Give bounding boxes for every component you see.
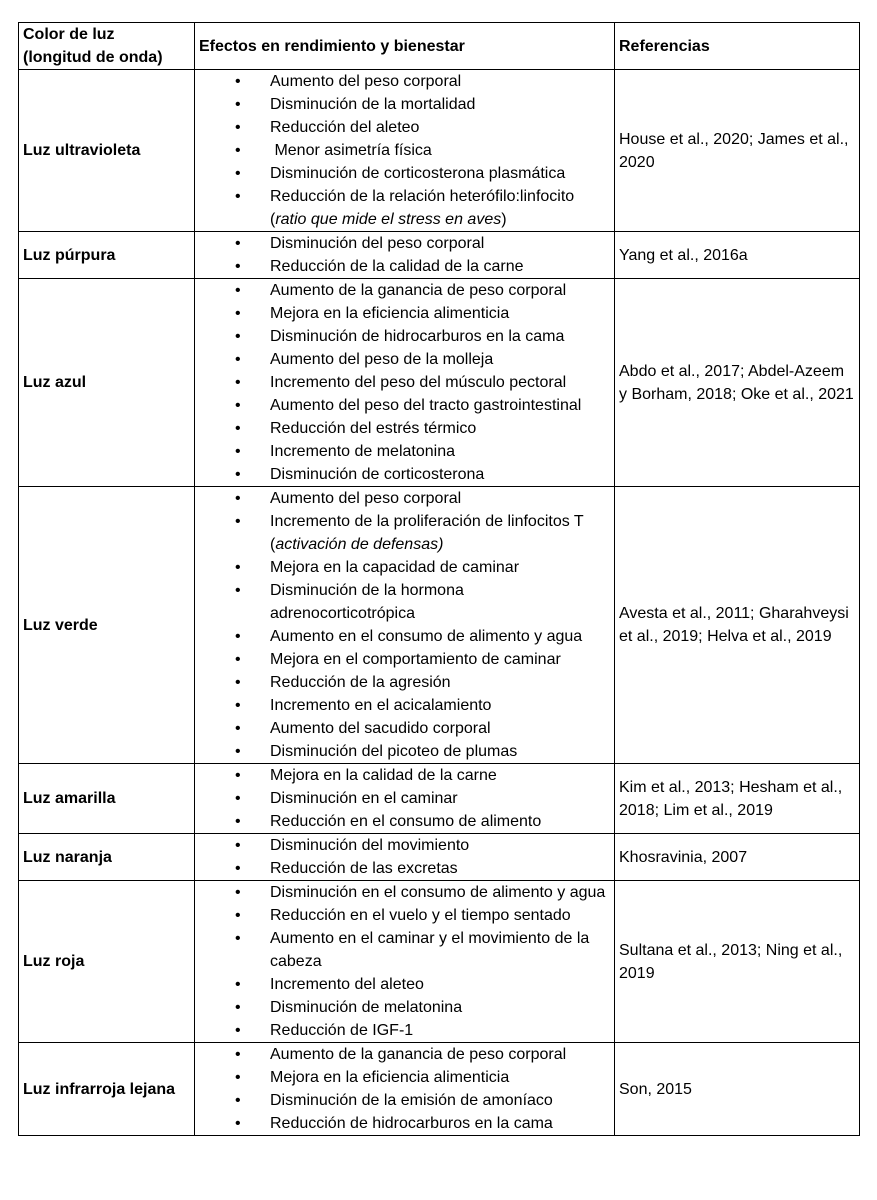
list-item	[199, 348, 610, 371]
list-item	[199, 279, 610, 302]
list-item	[199, 671, 610, 694]
list-item	[199, 764, 610, 787]
bullet-icon: •	[235, 930, 241, 947]
bullet-icon: •	[235, 999, 241, 1016]
list-item	[199, 648, 610, 671]
references-cell: Yang et al., 2016a	[615, 232, 860, 279]
references-cell: Kim et al., 2013; Hesham et al., 2018; Lim et al., 2019	[615, 764, 860, 834]
list-item	[199, 371, 610, 394]
effect-text: Incremento en el acicalamiento	[270, 697, 492, 714]
table-row	[19, 834, 860, 881]
effects-cell	[195, 232, 615, 279]
header-row	[19, 23, 860, 70]
bullet-icon: •	[235, 258, 241, 275]
header-references: Referencias	[615, 23, 860, 70]
list-item	[199, 625, 610, 648]
effect-note-close: )	[501, 211, 507, 228]
light-color-effects-table	[18, 22, 860, 1136]
bullet-icon: •	[235, 790, 241, 807]
table-row	[19, 1043, 860, 1136]
bullet-icon: •	[235, 674, 241, 691]
list-item	[199, 510, 610, 556]
bullet-icon: •	[235, 420, 241, 437]
effect-text: Incremento del aleteo	[270, 976, 424, 993]
effect-note-italic: activación de defensas)	[275, 536, 444, 553]
list-item	[199, 579, 610, 625]
list-item	[199, 139, 610, 162]
bullet-icon: •	[235, 813, 241, 830]
list-item	[199, 185, 610, 231]
bullet-icon: •	[235, 490, 241, 507]
bullet-icon: •	[235, 837, 241, 854]
list-item	[199, 694, 610, 717]
table-row	[19, 70, 860, 232]
light-color-cell: Luz roja	[19, 881, 195, 1043]
list-item	[199, 1112, 610, 1135]
effects-cell	[195, 764, 615, 834]
effect-text: Incremento de la proliferación de linfocitos T	[270, 513, 584, 530]
list-item	[199, 1066, 610, 1089]
effects-cell	[195, 1043, 615, 1136]
list-item	[199, 1043, 610, 1066]
effect-text: Reducción de IGF-1	[270, 1022, 414, 1039]
list-item	[199, 1089, 610, 1112]
bullet-icon: •	[235, 1092, 241, 1109]
effect-text: Disminución de la emisión de amoníaco	[270, 1092, 553, 1109]
effect-text: Aumento del peso corporal	[270, 73, 462, 90]
references-cell: Son, 2015	[615, 1043, 860, 1136]
effect-text: Disminución de corticosterona	[270, 466, 485, 483]
bullet-icon: •	[235, 1046, 241, 1063]
list-item	[199, 1019, 610, 1042]
effect-text: Disminución en el consumo de alimento y agua	[270, 884, 606, 901]
bullet-icon: •	[235, 282, 241, 299]
list-item	[199, 417, 610, 440]
references-cell: Khosravinia, 2007	[615, 834, 860, 881]
effect-text: Reducción de la agresión	[270, 674, 451, 691]
bullet-icon: •	[235, 188, 241, 205]
effect-text: Disminución del movimiento	[270, 837, 470, 854]
effect-text: Disminución de corticosterona plasmática	[270, 165, 566, 182]
bullet-icon: •	[235, 119, 241, 136]
list-item	[199, 463, 610, 486]
list-item	[199, 787, 610, 810]
effects-list	[199, 232, 610, 278]
header-color-line1: Color de luz	[23, 26, 115, 43]
bullet-icon: •	[235, 1022, 241, 1039]
bullet-icon: •	[235, 907, 241, 924]
effect-text: Reducción del aleteo	[270, 119, 420, 136]
list-item	[199, 232, 610, 255]
bullet-icon: •	[235, 165, 241, 182]
bullet-icon: •	[235, 767, 241, 784]
effects-cell	[195, 279, 615, 487]
effect-text: Reducción en el consumo de alimento	[270, 813, 542, 830]
light-color-cell: Luz naranja	[19, 834, 195, 881]
list-item	[199, 440, 610, 463]
references-cell: Abdo et al., 2017; Abdel-Azeem y Borham, 2018; Oke et al., 2021	[615, 279, 860, 487]
effect-note-open: (	[270, 211, 276, 228]
bullet-icon: •	[235, 860, 241, 877]
bullet-icon: •	[235, 235, 241, 252]
effects-cell	[195, 487, 615, 764]
table-row	[19, 232, 860, 279]
effect-text: Disminución de melatonina	[270, 999, 463, 1016]
bullet-icon: •	[235, 976, 241, 993]
list-item	[199, 740, 610, 763]
bullet-icon: •	[235, 73, 241, 90]
effects-cell	[195, 881, 615, 1043]
header-effects: Efectos en rendimiento y bienestar	[195, 23, 615, 70]
effect-text: Aumento en el consumo de alimento y agua	[270, 628, 583, 645]
effect-text: Aumento del peso de la molleja	[270, 351, 494, 368]
bullet-icon: •	[235, 466, 241, 483]
references-cell: House et al., 2020; James et al., 2020	[615, 70, 860, 232]
effect-text: Mejora en la eficiencia alimenticia	[270, 305, 510, 322]
effects-list	[199, 764, 610, 833]
list-item	[199, 810, 610, 833]
list-item	[199, 881, 610, 904]
bullet-icon: •	[235, 513, 241, 530]
list-item	[199, 973, 610, 996]
effects-cell	[195, 834, 615, 881]
list-item	[199, 717, 610, 740]
bullet-icon: •	[235, 328, 241, 345]
effect-text: Aumento en el caminar y el movimiento de la cabeza	[270, 930, 590, 970]
list-item	[199, 394, 610, 417]
light-color-cell: Luz verde	[19, 487, 195, 764]
list-item	[199, 556, 610, 579]
effect-text: Mejora en el comportamiento de caminar	[270, 651, 561, 668]
effect-text: Disminución del peso corporal	[270, 235, 485, 252]
effect-text: Aumento del peso del tracto gastrointestinal	[270, 397, 582, 414]
effect-note-open: (	[270, 536, 276, 553]
effect-text: Aumento de la ganancia de peso corporal	[270, 282, 567, 299]
list-item	[199, 857, 610, 880]
effect-text: Aumento de la ganancia de peso corporal	[270, 1046, 567, 1063]
light-color-cell: Luz infrarroja lejana	[19, 1043, 195, 1136]
header-color-line2: (longitud de onda)	[23, 49, 163, 66]
list-item	[199, 162, 610, 185]
effect-text: Reducción del estrés térmico	[270, 420, 477, 437]
effect-text: Reducción de la relación heterófilo:linfocito	[270, 188, 575, 205]
effect-text: Disminución en el caminar	[270, 790, 458, 807]
table-row	[19, 881, 860, 1043]
effect-text: Aumento del peso corporal	[270, 490, 462, 507]
table-row	[19, 279, 860, 487]
list-item	[199, 302, 610, 325]
bullet-icon: •	[235, 443, 241, 460]
table-row	[19, 764, 860, 834]
effect-text: Reducción en el vuelo y el tiempo sentado	[270, 907, 571, 924]
effect-text: Disminución de hidrocarburos en la cama	[270, 328, 565, 345]
effect-text: Mejora en la eficiencia alimenticia	[270, 1069, 510, 1086]
bullet-icon: •	[235, 582, 241, 599]
table-row	[19, 487, 860, 764]
bullet-icon: •	[235, 720, 241, 737]
list-item	[199, 834, 610, 857]
bullet-icon: •	[235, 651, 241, 668]
effect-text: Aumento del sacudido corporal	[270, 720, 491, 737]
bullet-icon: •	[235, 142, 241, 159]
effect-text: Disminución del picoteo de plumas	[270, 743, 518, 760]
list-item	[199, 487, 610, 510]
effect-text: Disminución de la mortalidad	[270, 96, 476, 113]
effect-note-italic: ratio que mide el stress en aves	[275, 211, 502, 228]
bullet-icon: •	[235, 351, 241, 368]
effect-text: Reducción de la calidad de la carne	[270, 258, 524, 275]
references-cell: Avesta et al., 2011; Gharahveysi et al., 2019; Helva et al., 2019	[615, 487, 860, 764]
references-cell: Sultana et al., 2013; Ning et al., 2019	[615, 881, 860, 1043]
bullet-icon: •	[235, 96, 241, 113]
effect-text: Incremento del peso del músculo pectoral	[270, 374, 567, 391]
bullet-icon: •	[235, 397, 241, 414]
list-item	[199, 70, 610, 93]
effect-text: Mejora en la capacidad de caminar	[270, 559, 520, 576]
light-color-cell: Luz azul	[19, 279, 195, 487]
bullet-icon: •	[235, 1115, 241, 1132]
effects-list	[199, 881, 610, 1042]
list-item	[199, 927, 610, 973]
effects-list	[199, 279, 610, 486]
header-color	[19, 23, 195, 70]
bullet-icon: •	[235, 305, 241, 322]
effect-text: Reducción de hidrocarburos en la cama	[270, 1115, 553, 1132]
light-color-cell: Luz púrpura	[19, 232, 195, 279]
effect-text: Mejora en la calidad de la carne	[270, 767, 497, 784]
effects-cell	[195, 70, 615, 232]
effect-text: Incremento de melatonina	[270, 443, 455, 460]
list-item	[199, 116, 610, 139]
list-item	[199, 255, 610, 278]
light-color-cell: Luz amarilla	[19, 764, 195, 834]
list-item	[199, 996, 610, 1019]
effect-text: Menor asimetría física	[270, 142, 432, 159]
effects-list	[199, 834, 610, 880]
list-item	[199, 325, 610, 348]
bullet-icon: •	[235, 884, 241, 901]
bullet-icon: •	[235, 743, 241, 760]
bullet-icon: •	[235, 628, 241, 645]
effect-text: Reducción de las excretas	[270, 860, 458, 877]
bullet-icon: •	[235, 1069, 241, 1086]
bullet-icon: •	[235, 559, 241, 576]
effect-text: Disminución de la hormona adrenocorticotrópica	[270, 582, 464, 622]
light-color-cell: Luz ultravioleta	[19, 70, 195, 232]
effects-list	[199, 70, 610, 231]
effects-list	[199, 1043, 610, 1135]
bullet-icon: •	[235, 374, 241, 391]
effects-list	[199, 487, 610, 763]
list-item	[199, 93, 610, 116]
list-item	[199, 904, 610, 927]
bullet-icon: •	[235, 697, 241, 714]
